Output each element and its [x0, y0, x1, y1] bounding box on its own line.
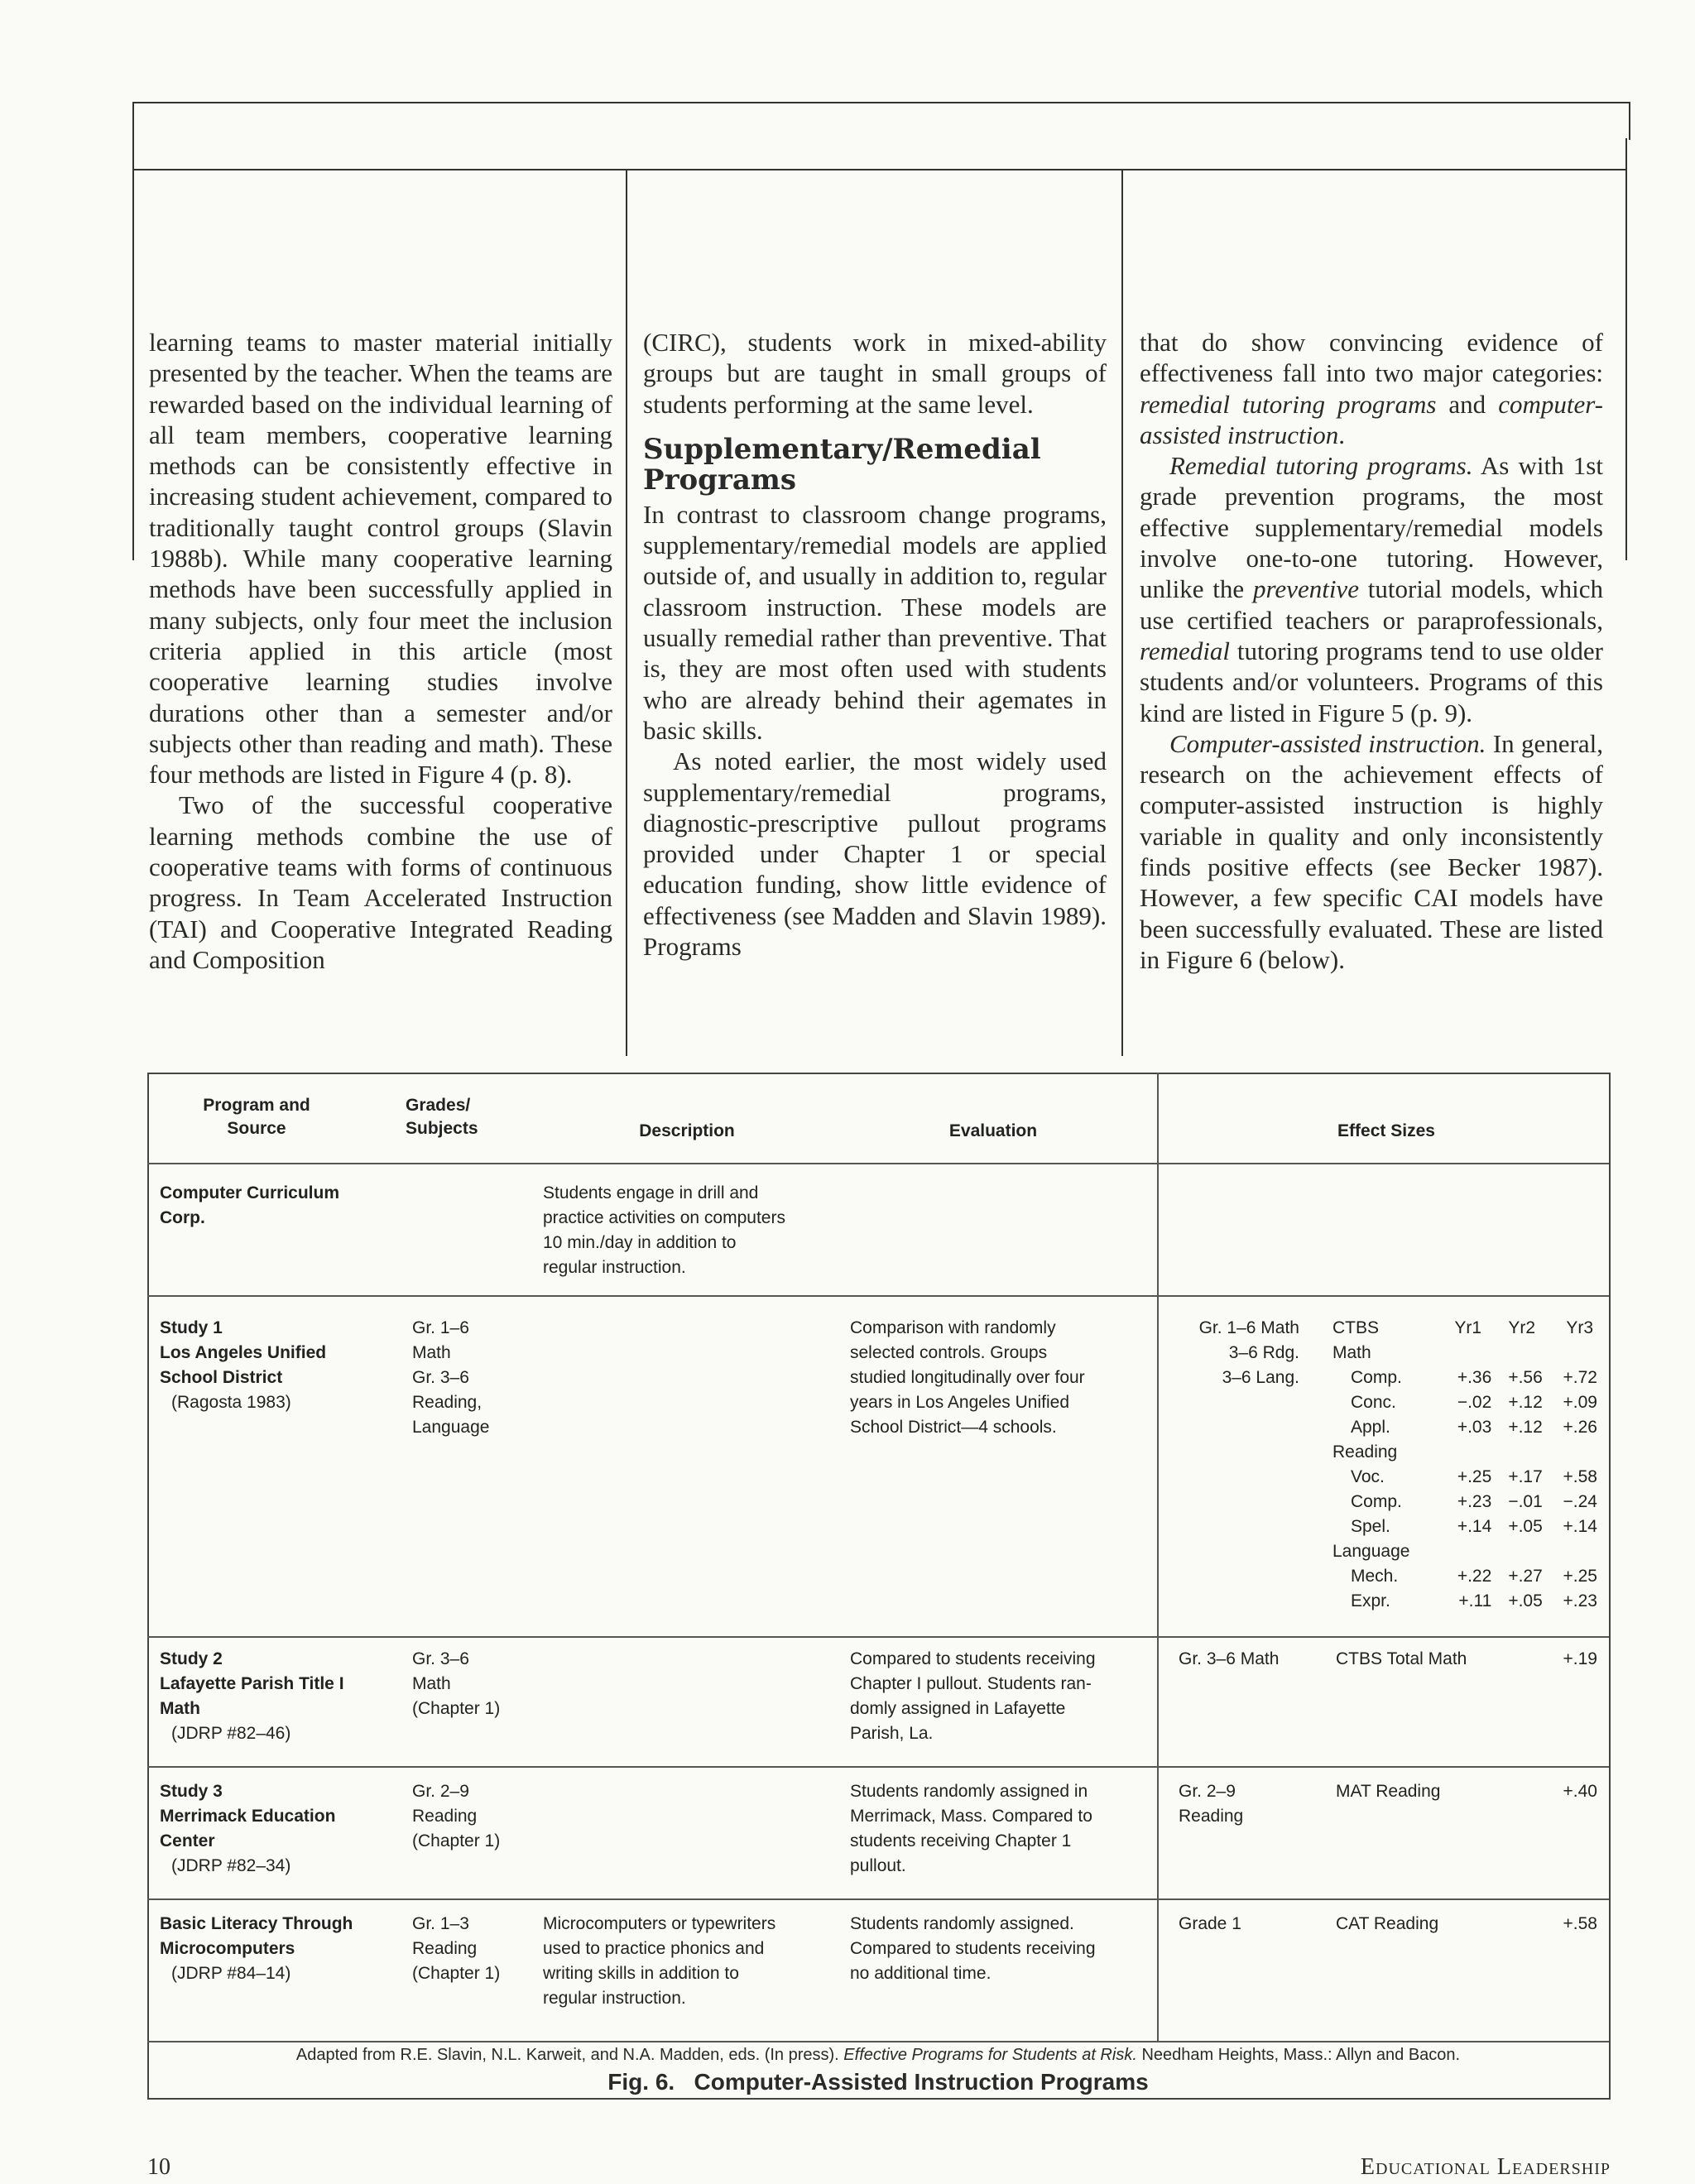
effect-value: +.09 — [1563, 1393, 1597, 1412]
test-name: MAT Reading — [1336, 1782, 1441, 1801]
paragraph: (CIRC), students work in mixed-ability groups but are taught in small groups of students performing at the same level. — [643, 328, 1107, 419]
text-run: that do show convincing evidence of effectiveness fall into two major categories: — [1140, 328, 1603, 388]
effect-value: +.14 — [1563, 1517, 1597, 1536]
language-rows — [1332, 1564, 1597, 1614]
column-rule-2 — [1121, 169, 1123, 1056]
header-frame — [132, 102, 1630, 140]
effect-value: +.05 — [1508, 1517, 1543, 1536]
effect-value: +.17 — [1508, 1467, 1543, 1486]
study-grades: Gr. 2–9 Reading (Chapter 1) — [412, 1782, 501, 1850]
paragraph — [1140, 327, 1603, 450]
measure-label: Expr. — [1351, 1591, 1390, 1610]
subject-label: Math — [1332, 1343, 1371, 1362]
effect-value: +.03 — [1457, 1418, 1492, 1437]
paragraph — [1140, 728, 1603, 975]
section-heading: Supplementary/Remedial Programs — [643, 432, 1041, 497]
effect-value: +.36 — [1457, 1368, 1492, 1387]
emphasis: remedial tutoring programs — [1140, 389, 1437, 419]
effect-value: +.27 — [1508, 1567, 1543, 1586]
effect-size-divider — [1157, 1073, 1159, 2041]
study-grades: Gr. 1–3 Reading (Chapter 1) — [412, 1914, 501, 1983]
study-grades: Gr. 1–6 Math Gr. 3–6 Reading, Language — [412, 1318, 490, 1437]
study-title: Study 3 — [160, 1782, 223, 1801]
emphasis: Remedial tutoring programs. — [1169, 451, 1473, 481]
study-source: (Ragosta 1983) — [171, 1393, 291, 1412]
header-program: Program and Source — [203, 1096, 310, 1138]
emphasis: remedial — [1140, 636, 1231, 665]
text-run: tutorial models, which use certified teachers or paraprofessionals, — [1140, 574, 1604, 635]
effect-size-row — [1332, 1415, 1597, 1440]
paragraph: As noted earlier, the most widely used supplementary/remedial programs, diagnostic-prescriptive pullout programs provided under Chapter 1 or special education funding, show little evidence of effectiveness (see Madden and Slavin 1989). Programs — [643, 746, 1107, 962]
effect-size-row — [1332, 1589, 1597, 1614]
effect-value: −.24 — [1563, 1492, 1597, 1511]
program-name: Computer Curriculum Corp. — [160, 1183, 340, 1227]
effect-value: +.26 — [1563, 1418, 1597, 1437]
effect-value: +.14 — [1457, 1517, 1492, 1536]
study-source: (JDRP #82–46) — [171, 1724, 291, 1743]
effect-grades: Gr. 2–9 Reading — [1179, 1782, 1244, 1826]
study-title: Study 2 — [160, 1649, 223, 1668]
text-column-1 — [149, 327, 612, 975]
program-description: Microcomputers or typewriters used to practice phonics and writing skills in addition to regular instruction. — [543, 1914, 776, 2008]
study-cell — [160, 1316, 326, 1415]
emphasis: computer-assisted instruction — [1140, 389, 1603, 449]
effect-value: −.02 — [1457, 1393, 1492, 1412]
measure-label: Spel. — [1351, 1517, 1390, 1536]
effect-value: +.40 — [1563, 1782, 1597, 1801]
effect-value: +.58 — [1563, 1467, 1597, 1486]
effect-size-row — [1332, 1564, 1597, 1589]
study-title: Study 1 — [160, 1318, 223, 1337]
study-cell — [160, 1779, 335, 1879]
effect-grades: Grade 1 — [1179, 1914, 1241, 1933]
year-label: Yr2 — [1508, 1318, 1535, 1337]
study-evaluation: Comparison with randomly selected controls. Groups studied longitudinally over four years in Los Angeles Unified School District—4 schools. — [850, 1318, 1085, 1437]
study-source: (JDRP #84–14) — [171, 1964, 291, 1983]
study-grades: Gr. 3–6 Math (Chapter 1) — [412, 1649, 501, 1718]
text-column-3 — [1140, 327, 1603, 975]
effect-value: +.23 — [1563, 1591, 1597, 1610]
header-rule — [132, 169, 1627, 170]
study-evaluation: Students randomly assigned in Merrimack, Mass. Compared to students receiving Chapter 1 pullout. — [850, 1782, 1092, 1875]
effect-value: +.25 — [1563, 1567, 1597, 1586]
frame-left-rule — [132, 138, 134, 560]
row-rule — [147, 1766, 1609, 1768]
header-description: Description — [639, 1121, 735, 1140]
effect-value: +.19 — [1563, 1649, 1597, 1668]
emphasis: Effective Programs for Students at Risk. — [843, 2046, 1137, 2064]
journal-name: Educational Leadership — [1360, 2154, 1611, 2180]
effect-size-row — [1332, 1514, 1597, 1539]
effect-grades: Gr. 3–6 Math — [1179, 1649, 1280, 1668]
study-cell — [160, 1912, 353, 1986]
effect-header-row — [1332, 1316, 1597, 1341]
paragraph: Two of the successful cooperative learning methods combine the use of cooperative teams with forms of continuous progress. In Team Accelerated Instruction (TAI) and Cooperative Integrated Reading and Composition — [149, 790, 612, 974]
measure-label: Conc. — [1351, 1393, 1396, 1412]
effect-value: +.58 — [1563, 1914, 1597, 1933]
row-rule — [147, 1295, 1609, 1297]
measure-label: Voc. — [1351, 1467, 1385, 1486]
effect-value: +.12 — [1508, 1393, 1543, 1412]
effect-size-row — [1332, 1465, 1597, 1490]
text-run: Needham Heights, Mass.: Allyn and Bacon. — [1141, 2046, 1461, 2064]
year-label: Yr1 — [1454, 1318, 1481, 1337]
study-evaluation: Compared to students receiving Chapter I pullout. Students ran- domly assigned in Lafayette Parish, La. — [850, 1649, 1096, 1743]
math-rows — [1332, 1366, 1597, 1440]
effect-size-row — [1332, 1490, 1597, 1514]
effect-size-row — [1332, 1366, 1597, 1390]
effect-size-block — [1332, 1316, 1597, 1614]
effect-value: +.05 — [1508, 1591, 1543, 1610]
measure-label: Comp. — [1351, 1492, 1402, 1511]
measure-label: Comp. — [1351, 1368, 1402, 1387]
header-evaluation: Evaluation — [948, 1121, 1038, 1140]
subject-label: Reading — [1332, 1442, 1398, 1462]
text-column-2 — [643, 327, 1107, 962]
row-rule — [147, 1636, 1609, 1638]
effect-value: +.72 — [1563, 1368, 1597, 1387]
effect-value: +.25 — [1457, 1467, 1492, 1486]
effect-value: +.56 — [1508, 1368, 1543, 1387]
table-header-rule — [147, 1163, 1609, 1164]
figure-title: Fig. 6. Computer-Assisted Instruction Programs — [607, 2069, 1149, 2095]
figure-caption — [147, 2039, 1609, 2097]
header-effect-sizes: Effect Sizes — [1337, 1121, 1435, 1140]
effect-value: +.12 — [1508, 1418, 1543, 1437]
paragraph: In contrast to classroom change programs, supplementary/remedial models are applied outside of, and usually in addition to, regular classroom instruction. These models are usually remedial rather than preventive. That is, they are most often used with students who are already behind their agemates in basic skills. — [643, 499, 1107, 745]
year-label: Yr3 — [1566, 1318, 1593, 1337]
effect-value: +.11 — [1458, 1591, 1492, 1610]
text-run: Adapted from R.E. Slavin, N.L. Karweit, and N.A. Madden, eds. (In press). — [295, 2046, 839, 2064]
study-name: Basic Literacy Through Microcomputers — [160, 1914, 353, 1958]
text-run: In general, research on the achievement effects of computer-assisted instruction is highly variable in quality and only inconsistently finds positive effects (see Becker 1987). However, a few specific CAI models have been successfully evaluated. These are listed in Figure 6 (below). — [1140, 728, 1604, 974]
test-name: CTBS — [1332, 1318, 1380, 1337]
column-rule-1 — [626, 169, 627, 1056]
text-run: As with 1st grade prevention programs, the most effective supplementary/remedial models involve one-to-one tutoring. However, unlike the — [1140, 451, 1603, 604]
effect-value: −.01 — [1508, 1492, 1543, 1511]
study-evaluation: Students randomly assigned. Compared to students receiving no additional time. — [850, 1914, 1096, 1983]
paragraph — [1140, 450, 1603, 728]
measure-label: Appl. — [1351, 1418, 1390, 1437]
emphasis: preventive — [1253, 574, 1359, 604]
test-name: CTBS Total Math — [1336, 1649, 1467, 1668]
study-source: (JDRP #82–34) — [171, 1856, 291, 1875]
paragraph: learning teams to master material initially presented by the teacher. When the teams are rewarded based on the individual learning of all team members, cooperative learning methods can be consistently effective in increasing student achievement, compared to traditionally taught control groups (Slavin 1988b). While many cooperative learning methods have been successfully applied in many subjects, only four meet the inclusion criteria applied in this article (most cooperative learning studies involve durations other than a semester and/or subjects other than reading and math). These four methods are listed in Figure 4 (p. 8). — [149, 328, 612, 790]
study-cell — [160, 1647, 344, 1746]
text-run: tutoring programs tend to use older students and/or volunteers. Programs of this kind are listed in Figure 5 (p. 9). — [1140, 636, 1604, 727]
test-name: CAT Reading — [1336, 1914, 1439, 1933]
row-rule — [147, 1898, 1609, 1900]
effect-value: +.23 — [1457, 1492, 1492, 1511]
effect-grades: Gr. 1–6 Math 3–6 Rdg. 3–6 Lang. — [1198, 1318, 1299, 1387]
frame-right-rule — [1625, 138, 1627, 560]
study-name: Merrimack Education Center — [160, 1807, 336, 1850]
study-name: Los Angeles Unified School District — [160, 1343, 327, 1387]
header-grades: Grades/ Subjects — [406, 1096, 478, 1138]
effect-size-row — [1332, 1390, 1597, 1415]
text-run: and — [1448, 389, 1486, 419]
subject-label: Language — [1332, 1542, 1410, 1561]
program-description: Students engage in drill and practice activities on computers 10 min./day in addition to regular instruction. — [543, 1183, 785, 1277]
measure-label: Mech. — [1351, 1567, 1399, 1586]
reading-rows — [1332, 1465, 1597, 1539]
figure-source — [147, 2042, 1609, 2067]
emphasis: Computer-assisted instruction. — [1169, 728, 1486, 758]
text-run: . — [1338, 420, 1346, 449]
effect-value: +.22 — [1457, 1567, 1492, 1586]
page-number: 10 — [147, 2154, 170, 2180]
study-name: Lafayette Parish Title I Math — [160, 1674, 344, 1718]
